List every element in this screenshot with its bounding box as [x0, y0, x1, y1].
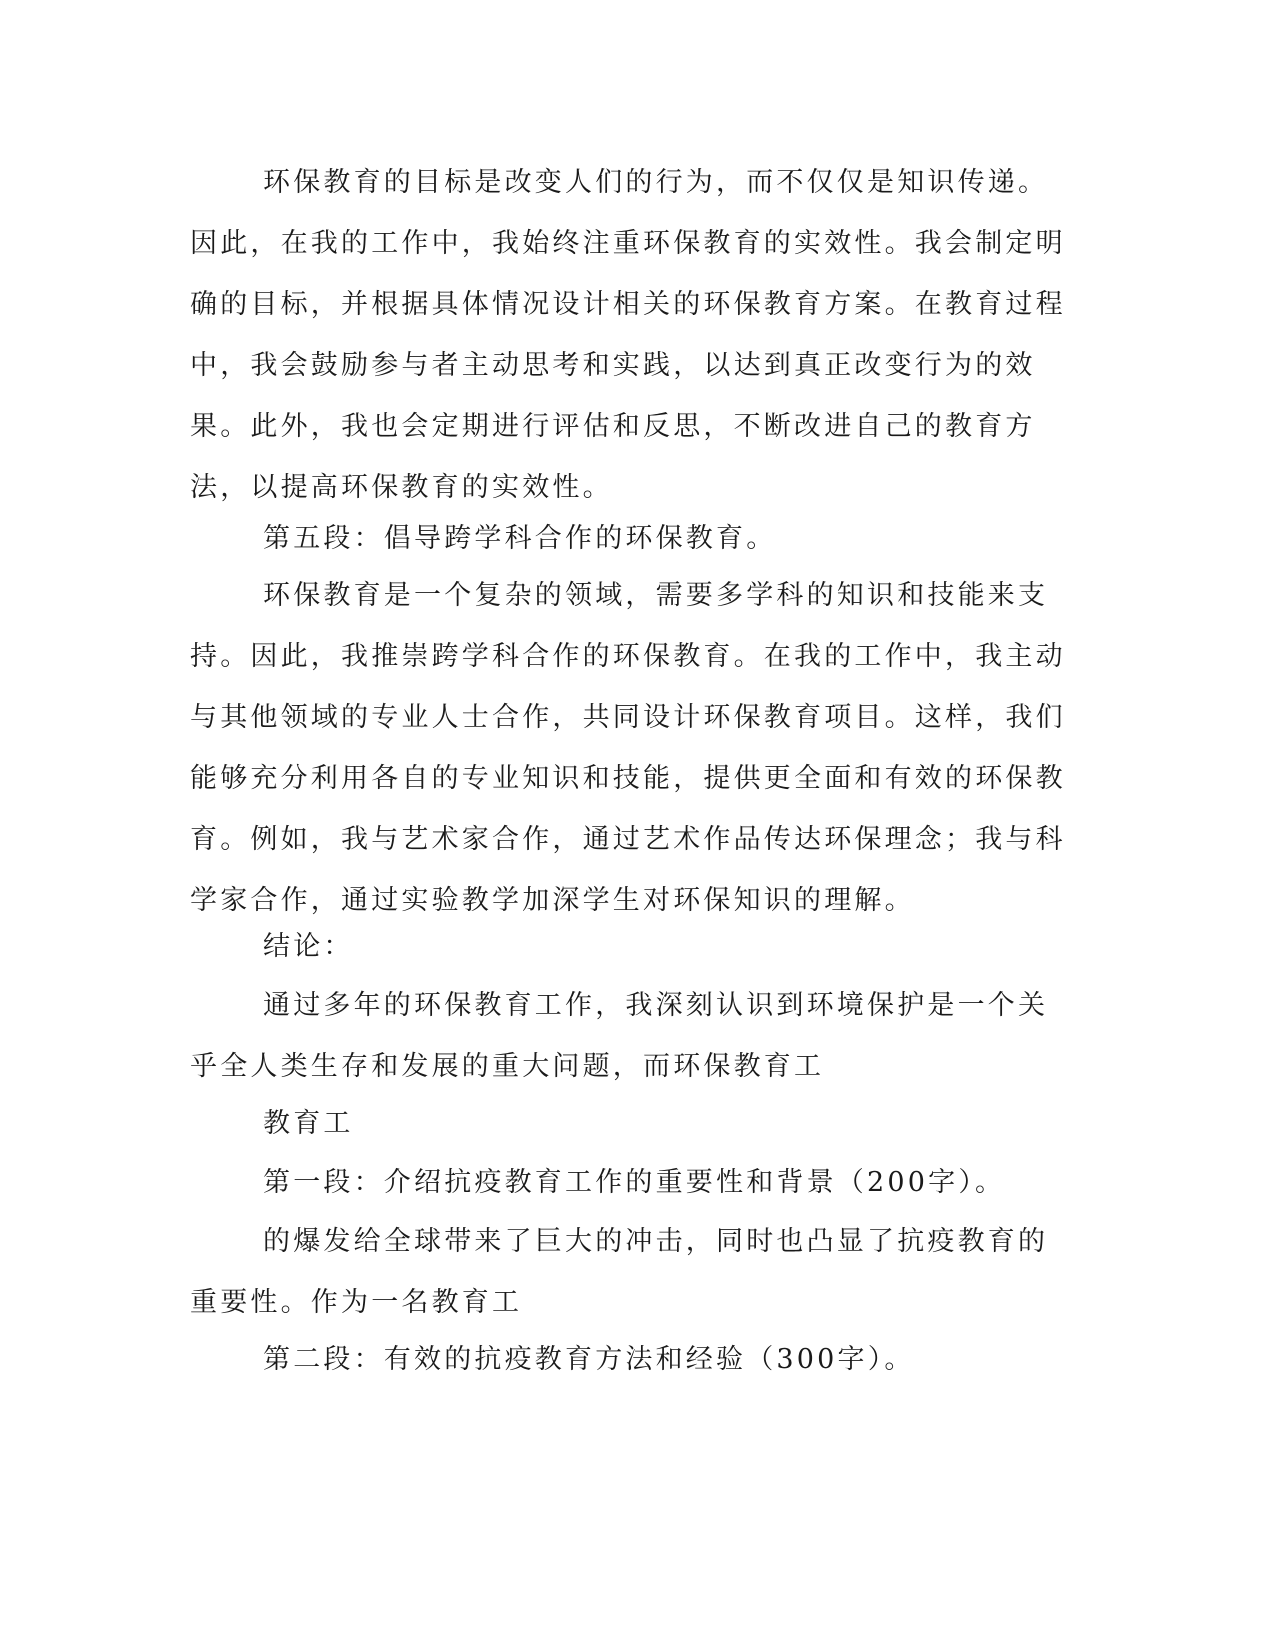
section-heading-first: 第一段：介绍抗疫教育工作的重要性和背景（200字）。: [263, 1167, 1006, 1198]
paragraph-interdisciplinary: 环保教育是一个复杂的领域，需要多学科的知识和技能来支持。因此，我推崇跨学科合作的环保教育。在我的工作中，我主动与其他领域的专业人士合作，共同设计环保教育项目。这样，我们能够充分利用各自的专业知识和技能，提供更全面和有效的环保教育。例如，我与艺术家合作，通过艺术作品传达环保理念；我与科学家合作，通过实验教学加深学生对环保知识的理解。: [190, 580, 1066, 916]
fragment-line: 教育工: [263, 1108, 354, 1139]
paragraph-conclusion: 通过多年的环保教育工作，我深刻认识到环境保护是一个关乎全人类生存和发展的重大问题，而环保教育工: [190, 990, 1049, 1082]
section-heading-second: 第二段：有效的抗疫教育方法和经验（300字）。: [263, 1344, 915, 1375]
conclusion-heading: 结论：: [263, 931, 354, 962]
paragraph-outbreak: 的爆发给全球带来了巨大的冲击，同时也凸显了抗疫教育的重要性。作为一名教育工: [190, 1226, 1049, 1318]
section-heading-fifth: 第五段：倡导跨学科合作的环保教育。: [263, 523, 777, 554]
paragraph-effectiveness: 环保教育的目标是改变人们的行为，而不仅仅是知识传递。因此，在我的工作中，我始终注重环保教育的实效性。我会制定明确的目标，并根据具体情况设计相关的环保教育方案。在教育过程中，我会鼓励参与者主动思考和实践，以达到真正改变行为的效果。此外，我也会定期进行评估和反思，不断改进自己的教育方法，以提高环保教育的实效性。: [190, 167, 1066, 503]
